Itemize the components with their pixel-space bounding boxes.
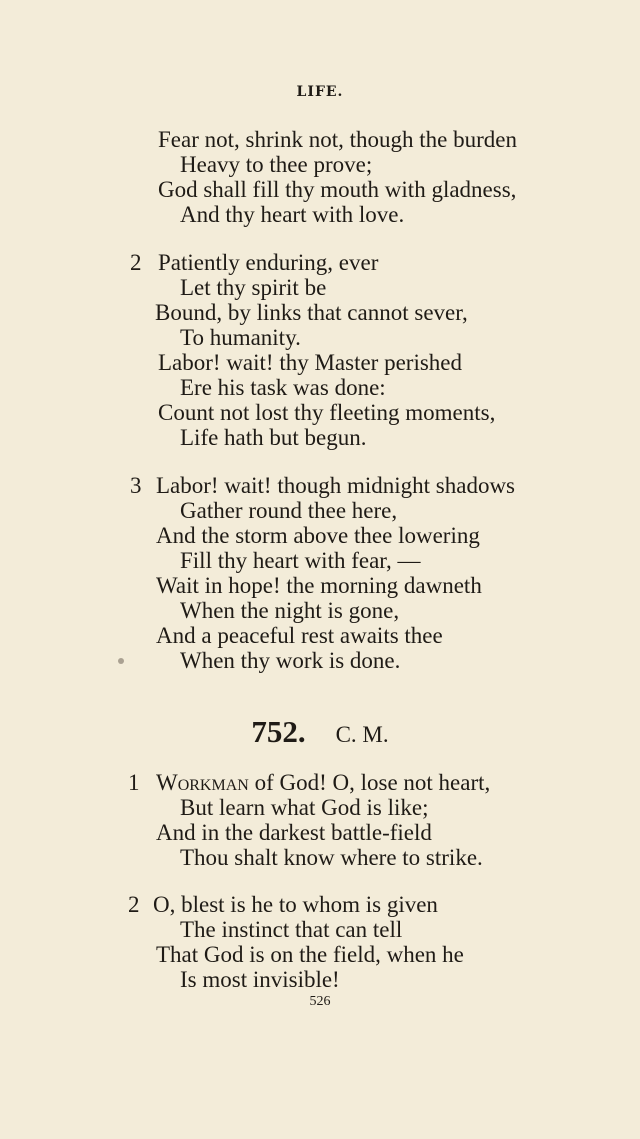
stanza-line: Gather round thee here, (180, 498, 398, 523)
hymn-heading (0, 714, 640, 750)
stanza-line: The instinct that can tell (180, 917, 403, 942)
stanza-line: And thy heart with love. (180, 202, 405, 227)
stanza-line: Fill thy heart with fear, — (180, 548, 421, 573)
stanza-line: Bound, by links that cannot sever, (155, 300, 468, 325)
stanza-line (156, 771, 490, 795)
stanza-line: Let thy spirit be (180, 275, 327, 300)
first-word: Workman (156, 770, 249, 795)
hymn-number: 752. (251, 714, 306, 749)
stanza-number: 2 (128, 892, 140, 917)
stanza-line: Labor! wait! thy Master perished (158, 350, 463, 375)
stanza-line: Patiently enduring, ever (158, 250, 379, 275)
stanza-line: Is most invisible! (180, 967, 340, 992)
stanza-line: To humanity. (180, 325, 301, 350)
stanza-line: Thou shalt know where to strike. (180, 845, 483, 870)
stanza-line: But learn what God is like; (180, 795, 429, 820)
stanza-line: And a peaceful rest awaits thee (156, 623, 443, 648)
stanza-line: Wait in hope! the morning dawneth (156, 573, 482, 598)
stanza-line: Life hath but begun. (180, 425, 367, 450)
stanza-line: O, blest is he to whom is given (153, 892, 438, 917)
stanza-line: And in the darkest battle-field (156, 820, 432, 845)
stanza-line: When thy work is done. (180, 648, 401, 673)
page-number: 526 (309, 994, 331, 1009)
stanza-number: 2 (130, 250, 142, 275)
running-head: LIFE. (296, 84, 344, 100)
stanza-line: Fear not, shrink not, though the burden (158, 127, 518, 152)
stanza-line: Count not lost thy fleeting moments, (158, 400, 496, 425)
stanza-line: Heavy to thee prove; (180, 152, 373, 177)
print-speck (118, 658, 124, 664)
stanza-number: 3 (130, 473, 142, 498)
stanza-line: That God is on the field, when he (156, 942, 464, 967)
stanza-line: God shall fill thy mouth with gladness, (158, 177, 517, 202)
stanza-line: When the night is gone, (180, 598, 400, 623)
stanza-line: Labor! wait! though midnight shadows (156, 473, 516, 498)
stanza-line: Ere his task was done: (180, 375, 386, 400)
first-line-rest: of God! O, lose not heart, (248, 770, 491, 795)
hymn-meter: C. M. (335, 722, 389, 747)
stanza-line: And the storm above thee lowering (156, 523, 480, 548)
stanza-number: 1 (128, 770, 140, 795)
